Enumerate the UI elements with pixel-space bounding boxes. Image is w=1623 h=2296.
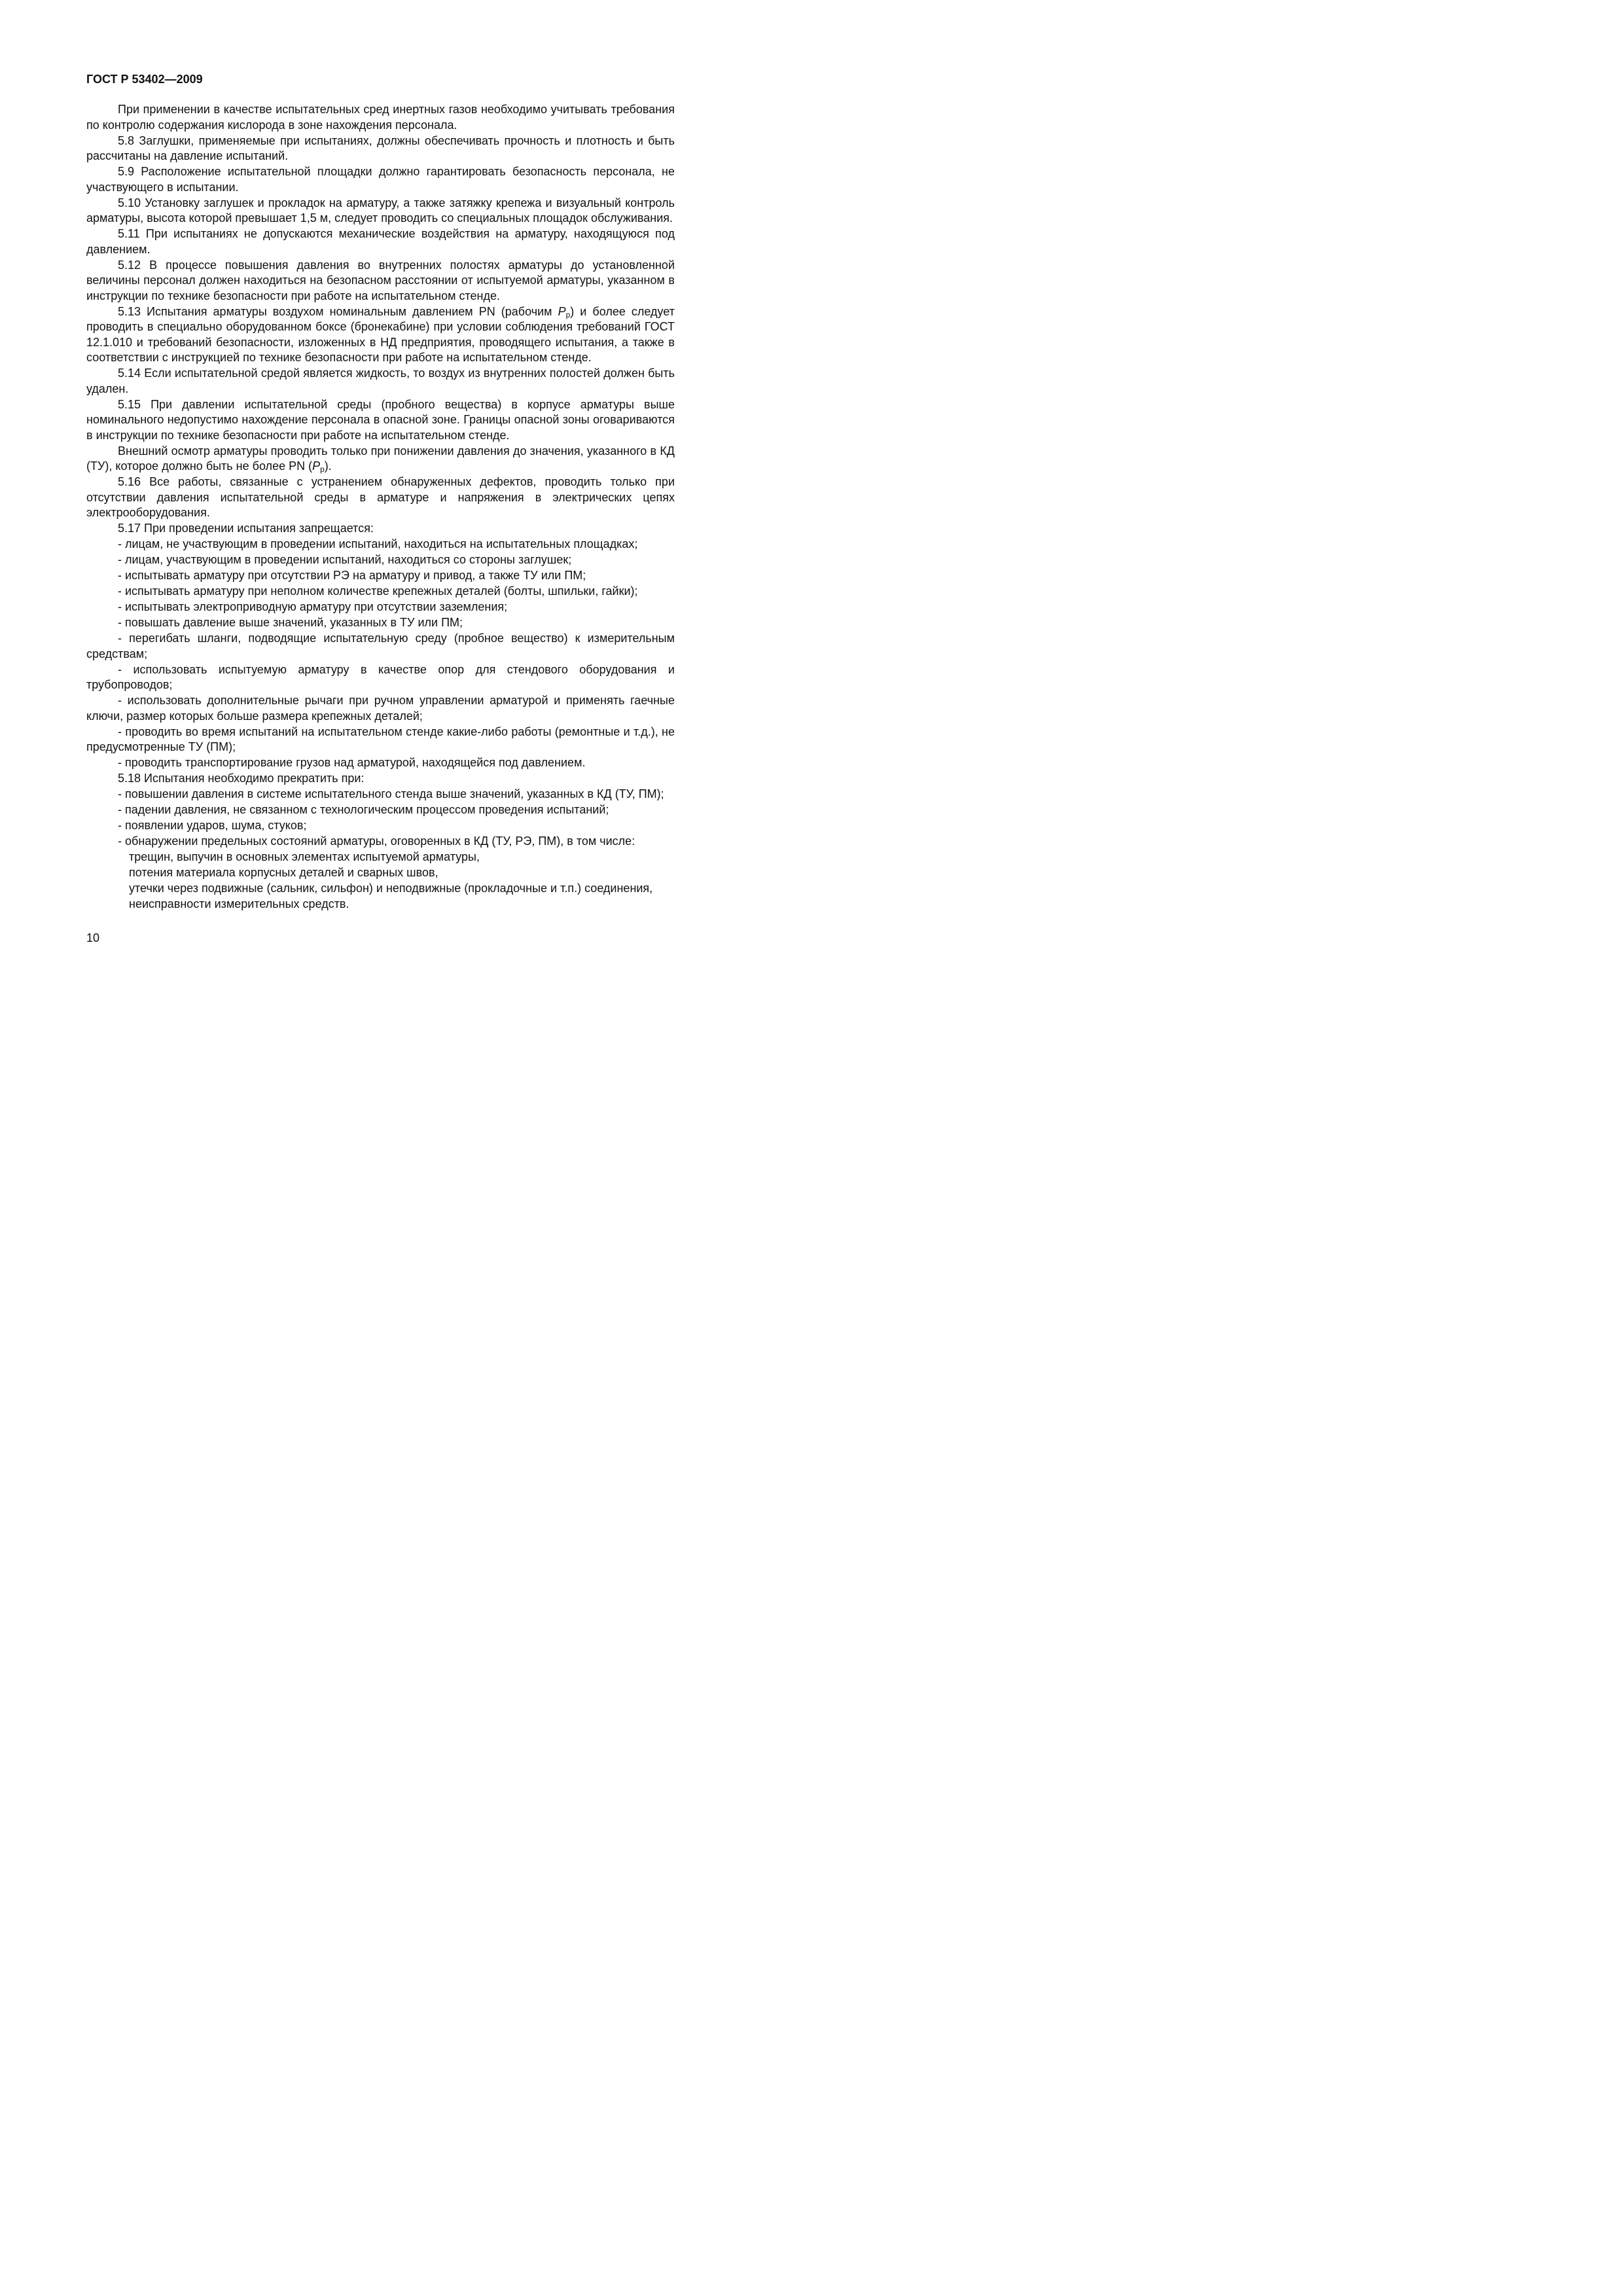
list-item: - использовать дополнительные рычаги при ручном управлении арматурой и применять гаечные ключи, размер которых больше размера крепежных деталей;	[86, 694, 675, 723]
list-item: - использовать испытуемую арматуру в качестве опор для стендового оборудования и трубопроводов;	[86, 662, 675, 691]
list-item: - испытывать арматуру при неполном количестве крепежных деталей (болты, шпильки, гайки);	[118, 584, 638, 598]
pressure-subscript: р	[320, 465, 325, 474]
paragraph-5-13-part-a: 5.13 Испытания арматуры воздухом номинальным давлением PN (рабочим	[118, 304, 552, 318]
sub-list-item: трещин, выпучин в основных элементах испытуемой арматуры,	[129, 850, 480, 863]
paragraph-5-11: 5.11 При испытаниях не допускаются механические воздействия на арматуру, находящуюся под давлением.	[86, 227, 675, 256]
paragraph-5-12: 5.12 В процессе повышения давления во внутренних полостях арматуры до установленной величины персонал должен находиться на безопасном расстоянии от испытуемой арматуры, указанном в инструкции по технике безопасности при работе на испытательном стенде.	[86, 258, 675, 302]
list-item: - проводить транспортирование грузов над арматурой, находящейся под давлением.	[118, 756, 586, 769]
paragraph-5-17: 5.17 При проведении испытания запрещается:	[118, 522, 374, 535]
paragraph-external-inspection	[86, 444, 675, 475]
list-item: - испытывать арматуру при отсутствии РЭ на арматуру и привод, а также ТУ или ПМ;	[118, 569, 586, 582]
paragraph-5-18: 5.18 Испытания необходимо прекратить при:	[118, 772, 365, 785]
list-item: - падении давления, не связанном с технологическим процессом проведения испытаний;	[118, 803, 609, 816]
list-item: - лицам, участвующим в проведении испытаний, находиться со стороны заглушек;	[118, 553, 572, 566]
pressure-symbol: P	[312, 459, 321, 473]
document-page	[0, 0, 726, 1026]
document-code-header: ГОСТ Р 53402—2009	[86, 73, 203, 86]
pressure-subscript: р	[565, 310, 571, 319]
paragraph-5-14: 5.14 Если испытательной средой является жидкость, то воздух из внутренних полостей должен быть удален.	[86, 367, 675, 395]
paragraph-5-9: 5.9 Расположение испытательной площадки должно гарантировать безопасность персонала, не участвующего в испытании.	[86, 165, 675, 194]
paragraph-external-inspection-part-b: ).	[324, 459, 332, 473]
paragraph-external-inspection-part-a: Внешний осмотр арматуры проводить только при понижении давления до значения, указанного в КД (ТУ), которое должно быть не более PN (	[86, 444, 675, 473]
list-item: - появлении ударов, шума, стуков;	[118, 819, 307, 832]
pressure-symbol: P	[558, 304, 566, 318]
paragraph-5-13	[86, 304, 675, 366]
list-item: - проводить во время испытаний на испытательном стенде какие-либо работы (ремонтные и т.д.), не предусмотренные ТУ (ПМ);	[86, 725, 675, 753]
page-number: 10	[86, 931, 100, 944]
list-item: - повышать давление выше значений, указанных в ТУ или ПМ;	[118, 616, 463, 629]
sub-list-item: потения материала корпусных деталей и сварных швов,	[129, 866, 438, 879]
sub-list-item: неисправности измерительных средств.	[129, 897, 349, 910]
list-item: - перегибать шланги, подводящие испытательную среду (пробное вещество) к измерительным средствам;	[86, 632, 675, 660]
list-item: - испытывать электроприводную арматуру при отсутствии заземления;	[118, 600, 508, 613]
paragraph-5-13-part-b: ) и более следует проводить в специально оборудованном боксе (бронекабине) при условии соблюдения требований ГОСТ 12.1.010 и требований безопасности, изложенных в НД предприятия, проводящего испытания, а также в соответствии с инструкцией по технике безопасности при работе на испытательном стенде.	[86, 304, 675, 364]
paragraph-5-15: 5.15 При давлении испытательной среды (пробного вещества) в корпусе арматуры выше номинального недопустимо нахождение персонала в опасной зоне. Границы опасной зоны оговариваются в инструкции по технике безопасности при работе на испытательном стенде.	[86, 397, 675, 442]
document-body	[86, 102, 675, 912]
list-item: - лицам, не участвующим в проведении испытаний, находиться на испытательных площадках;	[118, 537, 638, 550]
paragraph-inert-gases: При применении в качестве испытательных сред инертных газов необходимо учитывать требования по контролю содержания кислорода в зоне нахождения персонала.	[86, 103, 675, 132]
list-item: - повышении давления в системе испытательного стенда выше значений, указанных в КД (ТУ, ПМ);	[118, 787, 664, 800]
list-item: - обнаружении предельных состояний арматуры, оговоренных в КД (ТУ, РЭ, ПМ), в том числе:	[118, 834, 635, 848]
paragraph-5-10: 5.10 Установку заглушек и прокладок на арматуру, а также затяжку крепежа и визуальный контроль арматуры, высота которой превышает 1,5 м, следует проводить со специальных площадок обслуживания.	[86, 196, 675, 224]
paragraph-5-8: 5.8 Заглушки, применяемые при испытаниях, должны обеспечивать прочность и плотность и быть рассчитаны на давление испытаний.	[86, 134, 675, 162]
sub-list-item: утечки через подвижные (сальник, сильфон) и неподвижные (прокладочные и т.п.) соединения,	[129, 882, 653, 895]
paragraph-5-16: 5.16 Все работы, связанные с устранением обнаруженных дефектов, проводить только при отсутствии давления испытательной среды в арматуре и напряжения в электрических цепях электрооборудования.	[86, 475, 675, 519]
